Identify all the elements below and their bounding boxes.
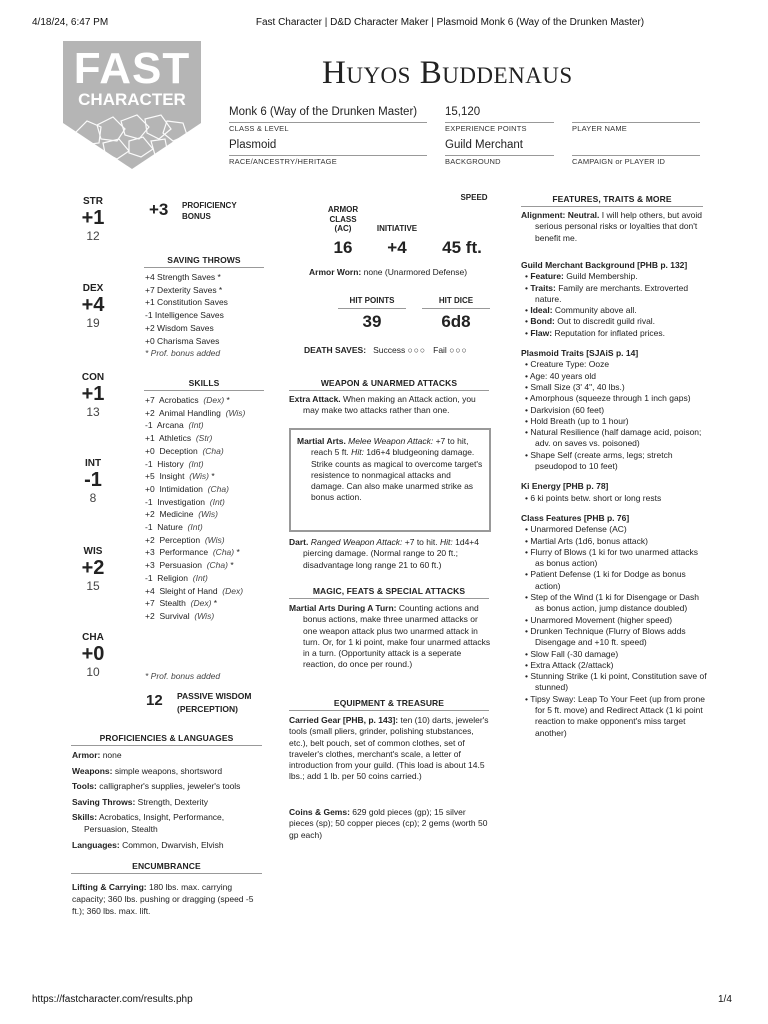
death-success-label: Success (373, 345, 406, 355)
race-trait-item-text: Age: 40 years old (529, 370, 597, 381)
class-feature-item: • Extra Attack (2/attack) (525, 659, 614, 670)
skill-mod: -1 (145, 496, 153, 507)
coins-label: Coins & Gems: (289, 807, 350, 817)
skill-mod: +1 (145, 433, 155, 444)
prof-saves-label: Saving Throws: (72, 796, 136, 807)
skill-mod: +2 (145, 610, 155, 621)
race-trait-item-text: Amorphous (squeeze through 1 inch gaps) (529, 393, 691, 404)
ability-score: 19 (86, 316, 100, 330)
race-trait-item-text: Shape Self (create arms, legs; stretch pseudopod to 10 feet) (530, 449, 673, 472)
encumbrance-text: 180 lbs. max. carrying capacity; 360 lbs. pushing or dragging (speed -5 ft.); 360 lbs. max. lift. (72, 882, 254, 916)
class-level-field: Monk 6 (Way of the Drunken Master) (229, 106, 427, 123)
martial-arts-hit: Hit: (348, 447, 364, 458)
class-feature-item: • Tipsy Sway: Leap To Your Feet (up from prone for 5 ft. move) and Redirect Attack (1 ki point reaction to make opponent's miss target another) (525, 693, 706, 738)
prof-languages-label: Languages: (72, 839, 120, 850)
saving-throws-title: SAVING THROWS (144, 255, 264, 268)
background-feature-text: Community above all. (552, 305, 637, 316)
gear-text: ten (10) darts, jeweler's tools (small pliers, grinder, polishing stubstances, etc.), belt pouch, set of common clothes, set of traveler's clothes, merchant's scale, a letter of introduction from your guild. (This load is about 14.5 lbs.; add 1 lb. per 50 coins carried.) (289, 715, 489, 782)
ability-score: 13 (86, 405, 100, 419)
skill-attr: (Wis) (204, 534, 225, 545)
skill-name: History (157, 458, 184, 469)
prof-armor: none (100, 750, 122, 760)
class-feature-item: • Step of the Wind (1 ki for Disengage or Dash as bonus action, jump distance doubled) (525, 592, 700, 614)
skill-item (145, 521, 280, 534)
class-feature-list (521, 524, 707, 739)
class-feature-item: • Slow Fall (-30 damage) (525, 648, 619, 659)
skill-attr: (Int) (192, 572, 208, 583)
magic-text: Counting actions and bonus actions, make three unarmed attacks or one weapon attack plus two unarmed attack in turn. Or, for 1 ki point, make four unarmed attacks in a turn. (Opportunity attack is a seperate reaction, do once per round.) (303, 603, 491, 670)
death-fail-circles[interactable]: ○○○ (449, 345, 468, 355)
magic-title: MAGIC, FEATS & SPECIAL ATTACKS (289, 586, 489, 599)
skill-item (145, 496, 280, 509)
class-feature-item: • Drunken Technique (Flurry of Blows adds Disengage and +10 ft. speed) (525, 625, 686, 648)
skill-attr: (Cha) (212, 547, 235, 558)
skill-item (145, 534, 280, 547)
prof-armor-label: Armor: (72, 750, 101, 760)
prof-skills-label: Skills: (72, 812, 98, 823)
ability-abbr: CHA (82, 632, 104, 643)
background-feature-label: Flaw: (530, 327, 553, 338)
skill-item (145, 394, 280, 407)
proficiency-label-2: BONUS (182, 212, 211, 221)
class-feature-item-text: Unarmored Movement (higher speed) (530, 614, 673, 625)
race-trait-item-text: Creature Type: Ooze (530, 359, 610, 370)
background-feature-item: • Flaw: Reputation for inflated prices. (525, 327, 666, 338)
skill-mod: +0 (145, 483, 155, 494)
features-title: FEATURES, TRAITS & MORE (521, 194, 703, 207)
skill-item (145, 432, 280, 445)
attacks-title: WEAPON & UNARMED ATTACKS (289, 378, 489, 391)
ability-mod: -1 (84, 469, 102, 491)
hp-value: 39 (362, 312, 382, 331)
skill-mod: +2 (145, 509, 155, 520)
equipment-title: EQUIPMENT & TREASURE (289, 698, 489, 711)
prof-weapons: simple weapons, shortsword (112, 765, 223, 776)
hp-label: HIT POINTS (338, 296, 406, 309)
race-trait-item: • Shape Self (create arms, legs; stretch pseudopod to 10 feet) (525, 449, 673, 472)
ability-abbr: WIS (83, 546, 103, 557)
background-feature-label: Traits: (530, 282, 556, 293)
class-feature-item-text: Extra Attack (2/attack) (530, 659, 614, 670)
martial-arts-name: Martial Arts. (297, 436, 346, 446)
skill-item (145, 407, 280, 420)
martial-arts-box (289, 428, 491, 532)
saving-throw-item: +7 Dexterity Saves * (145, 284, 223, 295)
encumbrance-title: ENCUMBRANCE (71, 861, 262, 874)
extra-attack-text: When making an Attack action, you may make two attacks rather than one. (303, 394, 476, 416)
encumbrance-label: Lifting & Carrying: (72, 882, 147, 892)
fast-character-logo (63, 41, 201, 169)
skill-name: Sleight of Hand (159, 585, 218, 596)
dart-hit: Hit: (437, 537, 453, 547)
xp-field: 15,120 (445, 106, 554, 123)
skill-name: Athletics (158, 433, 192, 444)
ability-dex (68, 283, 118, 330)
skill-name: Survival (159, 610, 190, 621)
skill-attr: (Int) (188, 420, 204, 431)
armor-worn-label: Armor Worn: (309, 267, 362, 277)
initiative-label: INITIATIVE (376, 224, 418, 233)
skill-attr: (Dex) (203, 395, 225, 405)
skill-mod: +4 (145, 585, 155, 596)
skill-mod: -1 (145, 458, 153, 469)
skill-name: Persuasion (159, 560, 202, 571)
skill-prof: * (227, 560, 234, 571)
race-trait-item-text: Natural Resilience (half damage acid, poison; adv. on saves vs. poisoned) (530, 427, 702, 449)
skill-item (145, 508, 280, 521)
equipment-gear (289, 715, 491, 783)
background-feature-item: • Ideal: Community above all. (525, 305, 637, 316)
skill-item (145, 559, 280, 572)
ability-mod: +2 (81, 557, 105, 579)
race-trait-list (521, 359, 707, 472)
saving-throw-item: -1 Intelligence Saves (145, 310, 224, 321)
skill-item (145, 470, 280, 483)
skill-attr: (Int) (188, 458, 204, 469)
ability-int (68, 458, 118, 505)
dart-text2: 1d4+4 piercing damage. (Normal range to 20 ft.; disadvantage long range 21 to 60 ft.) (303, 537, 479, 570)
skills-title: SKILLS (144, 378, 264, 391)
initiative-value: +4 (387, 238, 407, 257)
magic-body (289, 603, 491, 671)
ac-label-2: CLASS (329, 214, 357, 224)
player-name-label: PLAYER NAME (572, 124, 627, 133)
armor-worn-value: none (Unarmored Defense) (361, 267, 468, 277)
class-feature-item: • Unarmored Defense (AC) (525, 524, 627, 535)
skill-prof: * (224, 395, 230, 405)
skill-prof: * (208, 471, 215, 482)
ki-item-text: 6 ki points betw. short or long rests (530, 492, 662, 503)
speed-value: 45 ft. (442, 238, 482, 257)
prof-tools: calligrapher's supplies, jeweler's tools (96, 781, 241, 792)
ability-mod: +1 (81, 207, 105, 229)
class-feature-item-text: Step of the Wind (1 ki for Disengage or Dash as bonus action, jump distance doubled) (530, 592, 700, 614)
gear-label: Carried Gear [PHB, p. 143]: (289, 715, 399, 725)
dart-attack (289, 537, 491, 571)
skill-attr: (Wis) (198, 509, 218, 520)
background-feature-title: Guild Merchant Background [PHB p. 132] (521, 260, 688, 270)
class-level-label: CLASS & LEVEL (229, 124, 289, 133)
ability-score: 10 (86, 665, 100, 679)
skills-note: * Prof. bonus added (145, 671, 221, 681)
player-name-field (572, 106, 700, 123)
class-feature-item-text: Unarmored Defense (AC) (530, 524, 627, 535)
class-feature-item: • Flurry of Blows (1 ki for two unarmed attacks as bonus action) (525, 546, 699, 569)
skill-mod: +3 (145, 560, 155, 571)
class-feature-item-text: Flurry of Blows (1 ki for two unarmed attacks as bonus action) (530, 546, 699, 569)
martial-arts-text1: +7 to hit, reach 5 ft. (311, 436, 469, 458)
skill-attr: (Wis) (189, 471, 209, 482)
skill-item (145, 483, 280, 496)
skill-attr: (Dex) (222, 585, 244, 596)
proficiencies-title: PROFICIENCIES & LANGUAGES (71, 733, 262, 746)
class-feature-item: • Stunning Strike (1 ki point, Constitution save of stunned) (525, 671, 707, 693)
skill-mod: +3 (145, 547, 155, 558)
skill-item (145, 585, 280, 598)
ki-item: • 6 ki points betw. short or long rests (525, 492, 662, 503)
ability-abbr: STR (83, 196, 103, 207)
extra-attack (289, 394, 491, 417)
character-name: Huyos Buddenaus (322, 55, 573, 91)
proficiency-label (182, 200, 237, 222)
ac-label-3: (AC) (334, 224, 352, 233)
coins-text: 629 gold pieces (gp); 15 silver pieces (sp); 50 copper pieces (cp); 2 gems (worth 50 gp each) (289, 807, 488, 840)
skill-mod: -1 (145, 572, 153, 583)
background-feature-text: Out to discredit guild rival. (554, 316, 656, 327)
class-feature-item-text: Patient Defense (1 ki for Dodge as bonus action) (530, 569, 686, 591)
dart-name: Dart. (289, 537, 309, 547)
ability-cha (68, 632, 118, 679)
speed-label: SPEED (460, 193, 488, 202)
race-trait-item: • Hold Breath (up to 1 hour) (525, 415, 629, 426)
skill-name: Deception (159, 445, 198, 456)
ac-value: 16 (333, 238, 353, 257)
martial-arts-text2: 1d6+4 bludgeoning damage. Strike counts as magical to overcome target's resistence to nonmagical attacks and damage. Can also make unarmed strike as bonus action. (311, 447, 483, 503)
equipment-coins (289, 807, 491, 841)
race-trait-item: • Darkvision (60 feet) (525, 404, 605, 415)
ability-con (68, 372, 118, 419)
class-feature-item-text: Stunning Strike (1 ki point, Constitution save of stunned) (530, 671, 707, 693)
proficiency-label-1: PROFICIENCY (182, 201, 237, 210)
hd-label: HIT DICE (422, 296, 490, 309)
prof-skills: Acrobatics, Insight, Performance, Persuasion, Stealth (84, 812, 225, 834)
background-feature-item: • Bond: Out to discredit guild rival. (525, 316, 656, 327)
extra-attack-name: Extra Attack. (289, 394, 341, 404)
race-label: RACE/ANCESTRY/HERITAGE (229, 157, 337, 166)
prof-languages: Common, Dwarvish, Elvish (119, 839, 224, 850)
proficiencies-body (72, 750, 268, 851)
alignment-label: Alignment: Neutral. (521, 210, 600, 220)
background-feature-item: • Traits: Family are merchants. Extroverted nature. (525, 282, 689, 304)
ability-abbr: DEX (82, 283, 104, 294)
race-trait-item: • Age: 40 years old (525, 370, 597, 381)
magic-name: Martial Arts During A Turn: (289, 603, 397, 613)
skill-mod: +2 (145, 534, 155, 545)
ability-abbr: INT (84, 458, 102, 469)
class-feature-item-text: Drunken Technique (Flurry of Blows adds Disengage and +10 ft. speed) (530, 625, 686, 648)
death-success-circles[interactable]: ○○○ (407, 345, 427, 355)
race-trait-item-text: Hold Breath (up to 1 hour) (530, 415, 629, 426)
race-trait-item: • Small Size (3' 4", 40 lbs.) (525, 381, 625, 392)
skill-name: Stealth (159, 598, 186, 609)
alignment-text: I will help others, but avoid serious personal risks or loyalties that don't benefit me. (535, 210, 702, 243)
background-feature-text: Guild Membership. (563, 271, 638, 282)
skill-item (145, 445, 280, 458)
skill-name: Investigation (157, 496, 206, 507)
saving-throw-note: * Prof. bonus added (145, 348, 221, 359)
skill-name: Medicine (159, 509, 194, 520)
skill-mod: +0 (145, 445, 155, 456)
logo-character-text: CHARACTER (78, 90, 186, 109)
skill-item (145, 458, 280, 471)
ability-mod: +0 (81, 643, 105, 665)
ac-label (318, 205, 368, 234)
skill-item (145, 597, 280, 610)
skill-mod: +2 (145, 407, 155, 418)
skill-name: Religion (157, 572, 189, 583)
ki-title: Ki Energy [PHB p. 78] (521, 481, 609, 492)
race-trait-item-text: Darkvision (60 feet) (530, 404, 605, 415)
skill-mod: +5 (145, 471, 155, 482)
race-trait-item-text: Small Size (3' 4", 40 lbs.) (530, 381, 625, 392)
prof-saves: Strength, Dexterity (135, 796, 209, 807)
race-trait-item: • Creature Type: Ooze (525, 359, 610, 370)
class-feature-item-text: Tipsy Sway: Leap To Your Feet (up from prone for 5 ft. move) and Redirect Attack (1 ki point reaction to make opponent's miss target another) (530, 693, 706, 738)
print-datetime: 4/18/24, 6:47 PM (32, 17, 109, 28)
prof-weapons-label: Weapons: (72, 765, 113, 776)
skill-attr: (Dex) (190, 598, 212, 609)
saving-throws-list (145, 271, 275, 360)
armor-worn (309, 267, 467, 277)
ki-list (521, 493, 707, 504)
skill-name: Arcana (156, 420, 184, 431)
ability-str (68, 196, 118, 243)
martial-arts-type: Melee Weapon Attack: (345, 436, 434, 446)
class-feature-item-text: Slow Fall (-30 damage) (530, 648, 619, 659)
skills-list (145, 394, 280, 623)
background-feature-label: Bond: (530, 316, 555, 327)
race-trait-item: • Amorphous (squeeze through 1 inch gaps) (525, 393, 691, 404)
ability-score: 12 (86, 229, 100, 243)
skill-item (145, 610, 280, 623)
xp-label: EXPERIENCE POINTS (445, 124, 527, 133)
skill-name: Nature (157, 522, 183, 533)
ability-wis (68, 546, 118, 593)
class-feature-item: • Patient Defense (1 ki for Dodge as bonus action) (525, 569, 686, 591)
ability-mod: +4 (81, 294, 105, 316)
skill-attr: (Str) (195, 433, 213, 444)
dart-text1: +7 to hit. (402, 537, 438, 547)
martial-arts-text (297, 436, 483, 504)
encumbrance-body (72, 881, 268, 917)
ability-score: 15 (86, 579, 100, 593)
class-feature-item: • Martial Arts (1d6, bonus attack) (525, 535, 648, 546)
skill-attr: (Cha) (206, 560, 228, 571)
passive-label-2: (PERCEPTION) (177, 703, 238, 714)
skill-name: Insight (159, 471, 185, 482)
print-url: https://fastcharacter.com/results.php (32, 994, 193, 1005)
ability-abbr: CON (81, 372, 105, 383)
skill-prof: * (234, 547, 240, 558)
skill-attr: (Int) (187, 522, 203, 533)
skill-mod: -1 (145, 522, 153, 533)
death-fail-label: Fail (433, 345, 447, 355)
skill-mod: +7 (145, 395, 155, 405)
background-field: Guild Merchant (445, 139, 554, 156)
background-feature-list (521, 271, 707, 339)
death-saves-label: DEATH SAVES: (304, 345, 367, 355)
race-trait-title: Plasmoid Traits [SJAiS p. 14] (521, 348, 639, 359)
skill-item (145, 546, 280, 559)
class-feature-title: Class Features [PHB p. 76] (521, 512, 630, 523)
skill-mod: +7 (145, 598, 155, 609)
background-feature-text: Reputation for inflated prices. (552, 327, 666, 338)
background-feature-text: Family are merchants. Extroverted nature. (535, 282, 689, 304)
saving-throw-item: +2 Wisdom Saves (145, 322, 214, 333)
skill-name: Performance (159, 547, 209, 558)
prof-tools-label: Tools: (72, 781, 97, 792)
skill-attr: (Wis) (194, 610, 215, 621)
background-label: BACKGROUND (445, 157, 501, 166)
death-saves (304, 345, 468, 355)
background-feature-item: • Feature: Guild Membership. (525, 271, 638, 282)
print-page-number: 1/4 (718, 994, 732, 1005)
skill-prof: * (211, 598, 218, 609)
features-body (521, 260, 707, 739)
skill-name: Intimidation (159, 483, 203, 494)
passive-wisdom-label (177, 690, 251, 715)
proficiency-value: +3 (149, 200, 169, 219)
hd-value: 6d8 (441, 312, 471, 331)
skill-item (145, 572, 280, 585)
skill-name: Acrobatics (158, 395, 199, 405)
background-feature-label: Ideal: (530, 305, 553, 316)
skill-name: Perception (159, 534, 201, 545)
ability-mod: +1 (81, 383, 105, 405)
print-title: Fast Character | D&D Character Maker | Plasmoid Monk 6 (Way of the Drunken Master) (255, 17, 645, 28)
class-feature-item-text: Martial Arts (1d6, bonus attack) (530, 535, 648, 546)
dart-type: Ranged Weapon Attack: (308, 537, 403, 547)
race-trait-item: • Natural Resilience (half damage acid, poison; adv. on saves vs. poisoned) (525, 427, 702, 449)
skill-name: Animal Handling (158, 407, 221, 418)
ac-label-1: ARMOR (327, 205, 359, 214)
skill-attr: (Cha) (202, 445, 224, 456)
ability-score: 8 (89, 491, 97, 505)
race-field: Plasmoid (229, 139, 427, 156)
skill-attr: (Wis) (225, 407, 246, 418)
passive-wisdom-value: 12 (146, 692, 163, 709)
campaign-label: CAMPAIGN or PLAYER ID (572, 157, 666, 166)
saving-throw-item: +0 Charisma Saves (145, 335, 220, 346)
saving-throw-item: +4 Strength Saves * (145, 272, 221, 282)
passive-label-1: PASSIVE WISDOM (177, 691, 252, 701)
logo-fast-text: FAST (73, 44, 191, 93)
saving-throw-item: +1 Constitution Saves (145, 297, 228, 308)
skill-mod: -1 (145, 420, 153, 431)
campaign-field (572, 139, 700, 156)
background-feature-label: Feature: (530, 271, 564, 282)
alignment (521, 210, 707, 244)
skill-item (145, 419, 280, 432)
skill-attr: (Cha) (207, 483, 229, 494)
skill-attr: (Int) (209, 496, 225, 507)
class-feature-item: • Unarmored Movement (higher speed) (525, 614, 673, 625)
